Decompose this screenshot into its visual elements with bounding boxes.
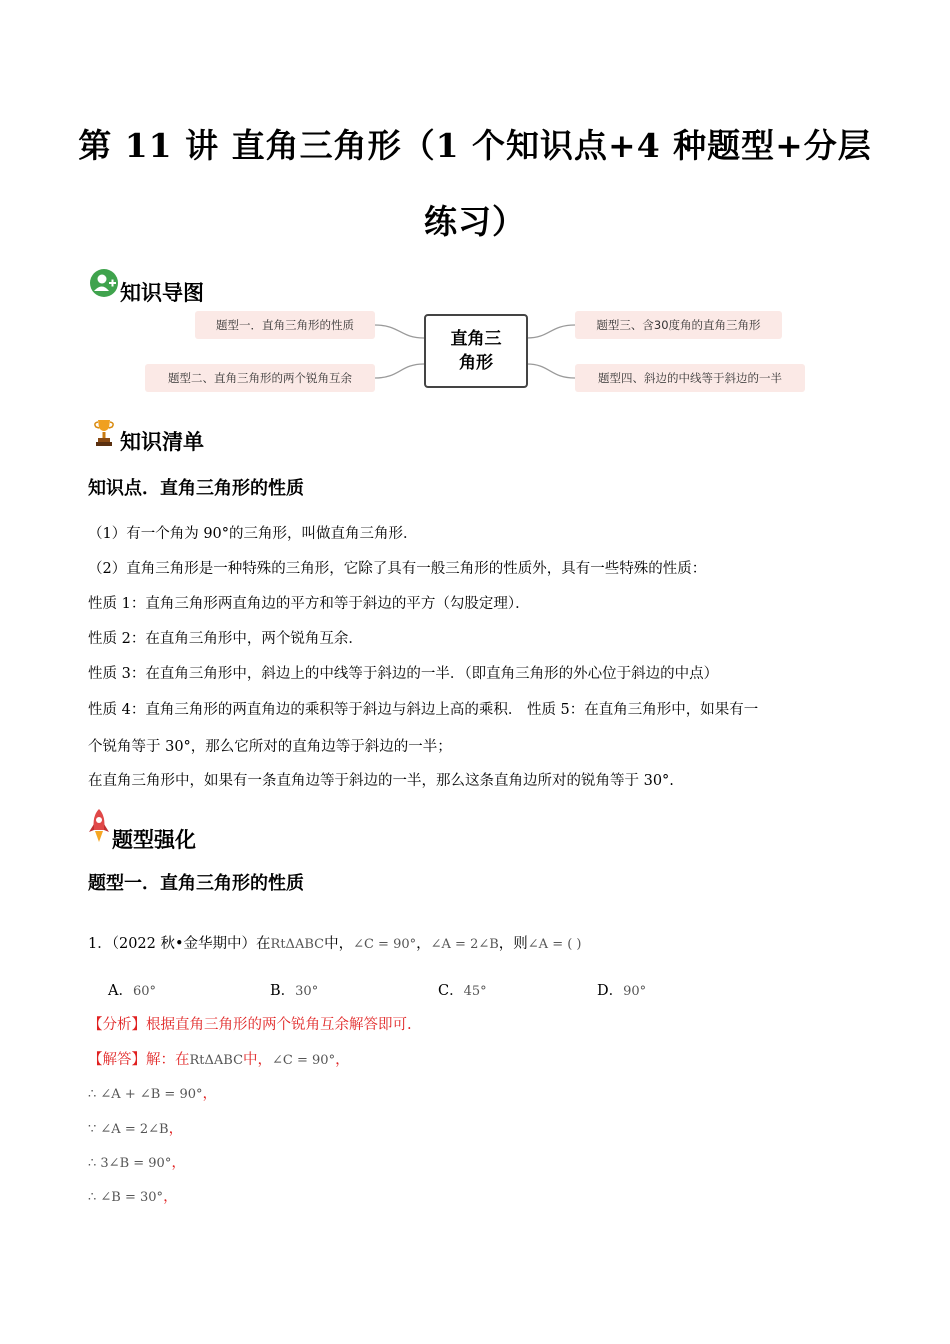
- knowledge-line-6: 性质 4：直角三角形的两直角边的乘积等于斜边与斜边上高的乘积． 性质 5：在直角三角形中，如果有一: [88, 702, 759, 718]
- mindmap-heading: 知识导图: [120, 281, 204, 305]
- knowledge-line-7: 个锐角等于 30°，那么它所对的直角边等于斜边的一半；: [88, 739, 452, 755]
- step-4-punct: ，: [163, 1189, 178, 1205]
- mindmap-center-line2: 角形: [459, 353, 493, 373]
- analysis-tag: 【分析】: [88, 1017, 146, 1033]
- analysis-text: 根据直角三角形的两个锐角互余解答即可.: [146, 1017, 412, 1033]
- question-1-condition-a: ∠A = 2∠B: [430, 937, 499, 952]
- option-a: [108, 981, 156, 1002]
- mindmap-node-type4: 题型四、斜边的中线等于斜边的一半: [575, 364, 805, 392]
- trophy-icon: [92, 418, 116, 448]
- solution-step-2: [88, 1119, 183, 1140]
- option-d-letter: D．: [597, 983, 624, 999]
- option-c-value: 45°: [463, 984, 487, 999]
- option-b-letter: B．: [270, 983, 296, 999]
- step-1-punct: ，: [202, 1086, 217, 1102]
- question-1-ask: ∠A = ( ): [527, 937, 582, 952]
- knowledge-point-title: 知识点．直角三角形的性质: [88, 478, 304, 499]
- mindmap-center-node: [424, 314, 528, 388]
- option-c: [438, 981, 487, 1002]
- mindmap-node-type3: 题型三、含30度角的直角三角形: [575, 311, 782, 339]
- analysis: [88, 1015, 412, 1035]
- solution-condition: ∠C = 90°: [272, 1053, 336, 1068]
- user-add-icon: [89, 268, 119, 298]
- question-1-mid2: ，则: [498, 936, 528, 952]
- knowledge-line-2: （2）直角三角形是一种特殊的三角形，它除了具有一般三角形的性质外，具有一些特殊的性质：: [88, 561, 707, 577]
- solution-text-2: 中，: [243, 1052, 273, 1068]
- step-3-punct: ，: [171, 1155, 186, 1171]
- solution-step-3: [88, 1153, 186, 1174]
- mindmap-node-type2: 题型二、直角三角形的两个锐角互余: [145, 364, 375, 392]
- mindmap-center-line1: 直角三: [450, 329, 502, 349]
- question-1-prefix: 1．（2022 秋•金华期中）在: [88, 936, 271, 952]
- mindmap-node-type1: 题型一．直角三角形的性质: [195, 311, 375, 339]
- solution: [88, 1050, 350, 1071]
- practice-heading: 题型强化: [112, 828, 196, 852]
- knowledge-line-3: 性质 1：直角三角形两直角边的平方和等于斜边的平方（勾股定理）．: [88, 596, 530, 612]
- knowledge-line-8: 在直角三角形中，如果有一条直角边等于斜边的一半，那么这条直角边所对的锐角等于 30°.: [88, 773, 674, 789]
- solution-triangle: RtΔABC: [189, 1053, 244, 1068]
- type1-title: 题型一．直角三角形的性质: [88, 873, 304, 894]
- step-1-expr: ∴ ∠A + ∠B = 90°: [88, 1087, 203, 1102]
- step-4-expr: ∴ ∠B = 30°: [88, 1190, 164, 1205]
- question-1-comma: ，: [416, 936, 431, 952]
- solution-step-4: [88, 1187, 178, 1208]
- page-title-continued: 练习）: [424, 202, 526, 241]
- option-a-letter: A．: [108, 983, 133, 999]
- option-d: [597, 981, 646, 1002]
- option-c-letter: C．: [438, 983, 464, 999]
- knowledge-line-5: 性质 3：在直角三角形中，斜边上的中线等于斜边的一半．（即直角三角形的外心位于斜边的中点）: [88, 666, 719, 682]
- step-3-expr: ∴ 3∠B = 90°: [88, 1156, 172, 1171]
- question-1-condition-c: ∠C = 90°: [353, 937, 417, 952]
- option-a-value: 60°: [132, 984, 157, 999]
- solution-comma: ，: [335, 1052, 350, 1068]
- knowledge-heading: 知识清单: [120, 430, 204, 454]
- solution-tag: 【解答】: [88, 1052, 146, 1068]
- option-b-value: 30°: [295, 984, 319, 999]
- question-1-mid1: 中，: [324, 936, 354, 952]
- knowledge-line-1: （1）有一个角为 90°的三角形，叫做直角三角形．: [88, 526, 418, 542]
- question-1-triangle: RtΔABC: [270, 937, 325, 952]
- solution-text-1: 解：在: [146, 1052, 190, 1068]
- rocket-icon: [88, 808, 110, 844]
- option-b: [270, 981, 318, 1002]
- knowledge-line-4: 性质 2：在直角三角形中，两个锐角互余．: [88, 631, 363, 647]
- step-2-punct: ，: [168, 1121, 184, 1137]
- question-1: [88, 934, 582, 955]
- step-2-expr: ∵ ∠A = 2∠B: [88, 1122, 169, 1137]
- option-d-value: 90°: [623, 984, 647, 999]
- solution-step-1: [88, 1084, 217, 1105]
- page-title: 第 11 讲 直角三角形（1 个知识点+4 种题型+分层: [78, 126, 872, 165]
